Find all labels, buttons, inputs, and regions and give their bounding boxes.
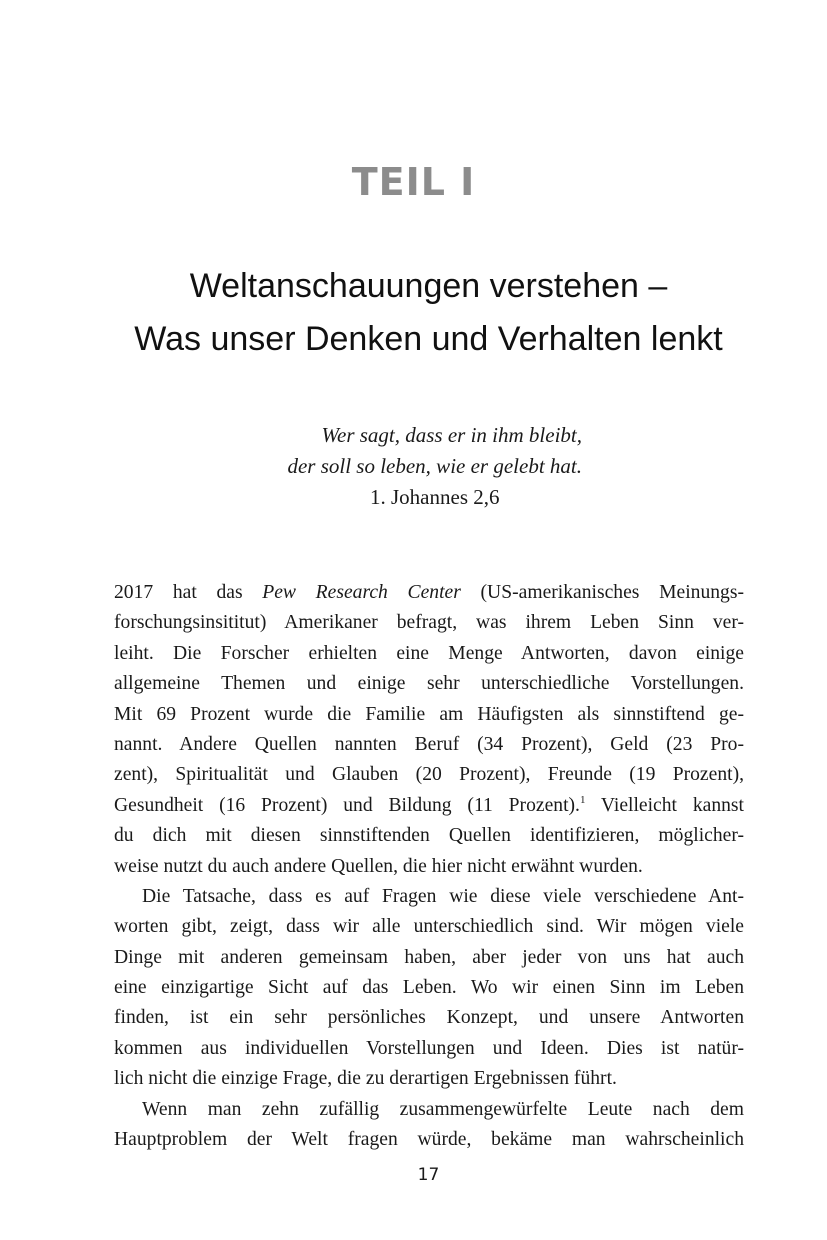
- epigraph-line-2: der soll so leben, wie er gelebt hat.: [287, 454, 582, 478]
- text-line: allgemeine Themen und einige sehr unterschiedliche Vorstellungen.: [114, 673, 744, 695]
- text-line: Dinge mit anderen gemeinsam haben, aber jeder von uns hat auch: [114, 946, 744, 968]
- text-line: Mit 69 Prozent wurde die Familie am Häufigsten als sinnstiftend ge-: [114, 703, 744, 725]
- footnote-marker[interactable]: 1: [579, 793, 586, 806]
- page-number: 17: [417, 1165, 440, 1185]
- chapter-title-line-1: Weltanschauungen verstehen –: [189, 267, 668, 305]
- epigraph-line-1: Wer sagt, dass er in ihm bleibt,: [321, 423, 582, 447]
- text-line: lich nicht die einzige Frage, die zu derartigen Ergebnissen führt.: [114, 1068, 617, 1090]
- text-line: Hauptproblem der Welt fragen würde, bekäme man wahrscheinlich: [114, 1129, 744, 1151]
- text-line: finden, ist ein sehr persönliches Konzept, und unsere Antworten: [114, 1007, 744, 1029]
- italic-institution-name: Pew Research Center: [262, 582, 461, 603]
- text-line: Wenn man zehn zufällig zusammengewürfelte Leute nach dem: [142, 1098, 744, 1120]
- text-line: [114, 791, 744, 821]
- text-line: forschungsinsititut) Amerikaner befragt, was ihrem Leben Sinn ver-: [114, 612, 744, 634]
- text-segment: (US-amerikanisches Meinungs-: [460, 582, 744, 603]
- body-text: [114, 578, 744, 1155]
- text-line: weise nutzt du auch andere Quellen, die hier nicht erwähnt wurden.: [114, 855, 643, 877]
- text-line: nannt. Andere Quellen nannten Beruf (34 Prozent), Geld (23 Pro-: [114, 733, 744, 755]
- text-line: worten gibt, zeigt, dass wir alle unterschiedlich sind. Wir mögen viele: [114, 916, 744, 938]
- text-line: leiht. Die Forscher erhielten eine Menge Antworten, davon einige: [114, 642, 744, 664]
- chapter-title: [0, 260, 827, 366]
- text-segment: Vielleicht kannst: [585, 794, 744, 816]
- part-label: TEIL I: [351, 160, 476, 204]
- chapter-title-line-2: Was unser Denken und Verhalten lenkt: [134, 320, 723, 358]
- text-line: eine einzigartige Sicht auf das Leben. Wo wir einen Sinn im Leben: [114, 977, 744, 999]
- text-segment: 2017 hat das: [114, 582, 263, 603]
- text-line: zent), Spiritualität und Glauben (20 Prozent), Freunde (19 Prozent),: [114, 764, 744, 786]
- text-segment: Gesundheit (16 Prozent) und Bildung (11 Prozent).: [114, 794, 580, 816]
- text-line: du dich mit diesen sinnstiftenden Quellen identifizieren, möglicher-: [114, 825, 744, 847]
- text-line: Die Tatsache, dass es auf Fragen wie diese viele verschiedene Ant-: [142, 885, 744, 907]
- text-line: [114, 578, 744, 608]
- epigraph: [250, 420, 582, 513]
- text-line: kommen aus individuellen Vorstellungen und Ideen. Dies ist natür-: [114, 1037, 744, 1059]
- epigraph-reference: 1. Johannes 2,6: [370, 485, 500, 509]
